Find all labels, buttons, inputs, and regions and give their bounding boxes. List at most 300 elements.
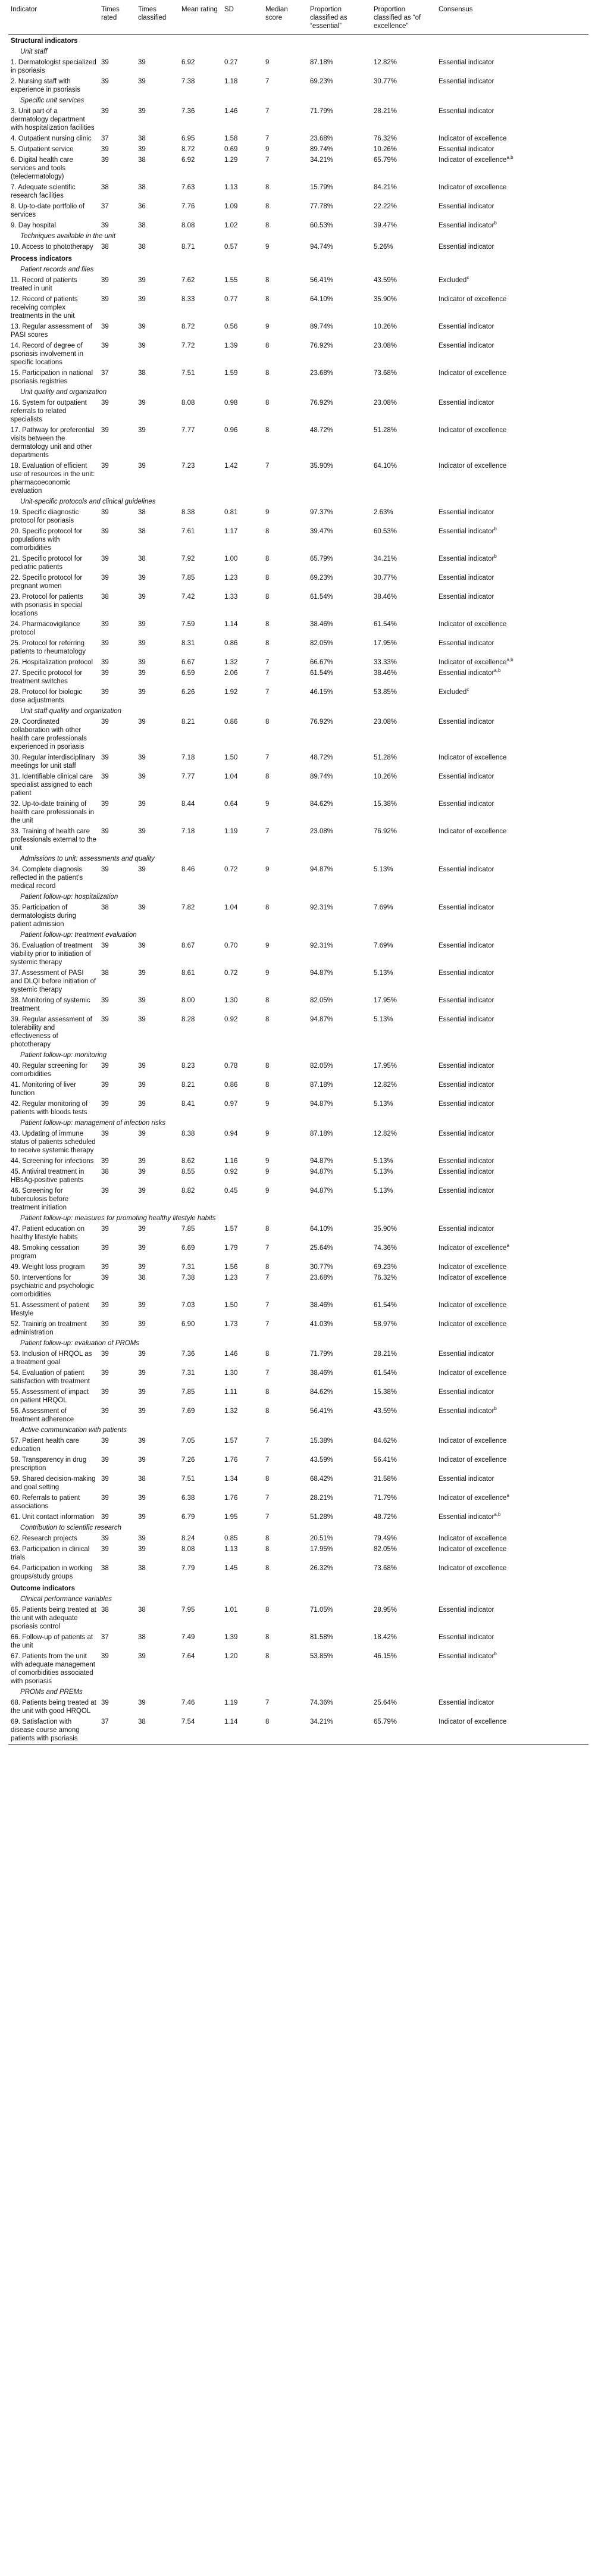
median-score-cell [263, 902, 308, 930]
prop-essential-text: 23.68% [310, 135, 334, 142]
mean-rating-cell [179, 554, 222, 573]
times-rated-text: 39 [101, 718, 109, 726]
consensus-cell [436, 242, 588, 252]
prop-essential-cell [308, 1186, 371, 1213]
indicator-cell [8, 573, 99, 592]
table-row [8, 1651, 588, 1687]
prop-excellence-cell [371, 1717, 436, 1745]
mean-rating-cell [179, 573, 222, 592]
mean-rating-text: 7.63 [181, 184, 195, 191]
mean-rating-cell [179, 1080, 222, 1099]
median-score-text: 8 [265, 1475, 270, 1483]
prop-excellence-cell [371, 106, 436, 133]
prop-essential-text: 89.74% [310, 323, 334, 330]
prop-excellence-text: 58.97% [374, 1321, 397, 1328]
mean-rating-text: 6.69 [181, 1245, 195, 1252]
indicator-cell [8, 717, 99, 752]
consensus-cell [436, 902, 588, 930]
indicator-cell [8, 425, 99, 461]
prop-essential-text: 69.23% [310, 574, 334, 582]
prop-essential-cell [308, 1474, 371, 1493]
indicator-text: 35. Participation of dermatologists during patient admission [11, 904, 76, 928]
indicator-text: 64. Participation in working groups/study groups [11, 1565, 93, 1580]
indicator-cell [8, 1128, 99, 1156]
prop-essential-text: 82.05% [310, 1062, 334, 1070]
median-score-text: 7 [265, 108, 270, 115]
sd-cell [222, 144, 263, 155]
times-classified-text: 39 [138, 866, 146, 873]
prop-essential-cell [308, 133, 371, 144]
times-rated-text: 39 [101, 59, 109, 66]
consensus-cell [436, 687, 588, 706]
times-rated-text: 39 [101, 754, 109, 761]
sd-cell [222, 1436, 263, 1455]
table-row [8, 968, 588, 995]
sd-text: 0.70 [224, 942, 238, 949]
sd-cell [222, 1243, 263, 1262]
consensus-cell [436, 1262, 588, 1273]
prop-essential-cell [308, 995, 371, 1014]
prop-excellence-text: 28.21% [374, 1350, 397, 1358]
times-classified-text: 39 [138, 323, 146, 330]
mean-rating-cell [179, 294, 222, 321]
consensus-cell [436, 1319, 588, 1338]
consensus-text: Essential indicator [439, 1168, 494, 1176]
prop-essential-text: 53.85% [310, 1653, 334, 1660]
mean-rating-text: 7.76 [181, 203, 195, 210]
sd-text: 1.45 [224, 1565, 238, 1572]
prop-excellence-cell [371, 242, 436, 252]
indicator-cell [8, 799, 99, 826]
table-row [8, 76, 588, 95]
times-classified-cell [136, 507, 179, 526]
prop-excellence-text: 30.77% [374, 574, 397, 582]
times-classified-cell [136, 144, 179, 155]
indicator-text: 14. Record of degree of psoriasis involvement in specific locations [11, 342, 84, 366]
prop-essential-cell [308, 425, 371, 461]
mean-rating-text: 7.85 [181, 1226, 195, 1233]
consensus-cell [436, 968, 588, 995]
prop-essential-cell [308, 864, 371, 892]
prop-essential-text: 71.05% [310, 1606, 334, 1614]
times-classified-text: 39 [138, 1302, 146, 1309]
prop-excellence-cell [371, 368, 436, 387]
indicator-cell [8, 1186, 99, 1213]
prop-excellence-cell [371, 752, 436, 771]
times-classified-text: 38 [138, 1718, 146, 1725]
times-rated-text: 39 [101, 1062, 109, 1070]
sd-text: 1.46 [224, 108, 238, 115]
indicator-text: 12. Record of patients receiving complex treatments in the unit [11, 296, 78, 320]
prop-excellence-cell [371, 398, 436, 425]
median-score-text: 7 [265, 135, 270, 142]
sd-cell [222, 507, 263, 526]
prop-essential-cell [308, 1167, 371, 1186]
median-score-cell [263, 1406, 308, 1425]
sd-text: 1.59 [224, 370, 238, 377]
median-score-text: 8 [265, 1535, 270, 1542]
prop-essential-cell [308, 155, 371, 182]
sd-text: 1.34 [224, 1475, 238, 1483]
indicator-cell [8, 995, 99, 1014]
subsection-title: Patient follow-up: monitoring [20, 1052, 107, 1059]
median-score-cell [263, 1455, 308, 1474]
median-score-cell [263, 717, 308, 752]
mean-rating-cell [179, 1436, 222, 1455]
prop-excellence-cell [371, 144, 436, 155]
times-rated-text: 39 [101, 866, 109, 873]
prop-essential-text: 82.05% [310, 997, 334, 1004]
prop-essential-text: 15.38% [310, 1437, 334, 1445]
prop-essential-cell [308, 1697, 371, 1717]
table-row [8, 368, 588, 387]
mean-rating-text: 6.67 [181, 659, 195, 666]
times-classified-cell [136, 76, 179, 95]
consensus-cell [436, 1349, 588, 1368]
sd-text: 1.23 [224, 574, 238, 582]
median-score-text: 8 [265, 904, 270, 911]
sd-text: 1.42 [224, 462, 238, 470]
table-row [8, 1128, 588, 1156]
times-rated-cell [99, 940, 136, 968]
times-classified-cell [136, 1224, 179, 1243]
times-classified-text: 39 [138, 1081, 146, 1089]
times-rated-text: 39 [101, 323, 109, 330]
sd-text: 0.27 [224, 59, 238, 66]
consensus-cell [436, 155, 588, 182]
indicator-text: 58. Transparency in drug prescription [11, 1456, 87, 1472]
consensus-cell [436, 1436, 588, 1455]
median-score-text: 9 [265, 1158, 270, 1165]
indicator-text: 56. Assessment of treatment adherence [11, 1408, 74, 1423]
median-score-text: 8 [265, 184, 270, 191]
times-rated-text: 39 [101, 670, 109, 677]
median-score-text: 7 [265, 1302, 270, 1309]
sd-cell [222, 461, 263, 496]
sd-text: 0.45 [224, 1187, 238, 1195]
indicator-cell [8, 1224, 99, 1243]
times-rated-cell [99, 1563, 136, 1582]
prop-essential-cell [308, 1605, 371, 1632]
times-rated-cell [99, 1061, 136, 1080]
times-rated-cell [99, 1605, 136, 1632]
subsection-title: Patient follow-up: hospitalization [20, 893, 118, 901]
times-rated-text: 39 [101, 1016, 109, 1023]
footnote-marker: a,b [494, 668, 501, 674]
prop-excellence-text: 34.21% [374, 555, 397, 562]
prop-excellence-cell [371, 826, 436, 854]
table-row [8, 771, 588, 799]
indicator-cell [8, 155, 99, 182]
consensus-text: Essential indicator [439, 942, 494, 949]
prop-essential-cell [308, 220, 371, 231]
table-row [8, 1533, 588, 1544]
mean-rating-cell [179, 1493, 222, 1512]
consensus-cell [436, 1533, 588, 1544]
sd-cell [222, 1544, 263, 1563]
times-classified-text: 38 [138, 184, 146, 191]
prop-excellence-text: 79.49% [374, 1535, 397, 1542]
median-score-text: 8 [265, 528, 270, 535]
prop-essential-cell [308, 1717, 371, 1745]
sd-cell [222, 799, 263, 826]
sd-text: 1.76 [224, 1495, 238, 1502]
sd-text: 1.56 [224, 1264, 238, 1271]
median-score-text: 8 [265, 640, 270, 647]
prop-essential-cell [308, 1128, 371, 1156]
prop-essential-cell [308, 968, 371, 995]
times-rated-text: 39 [101, 1081, 109, 1089]
indicator-text: 43. Updating of immune status of patients scheduled to receive systemic therapy [11, 1130, 96, 1154]
times-classified-text: 39 [138, 1389, 146, 1396]
consensus-text: Indicator of excellence [439, 1245, 507, 1252]
sd-cell [222, 1349, 263, 1368]
table-row [8, 573, 588, 592]
times-rated-cell [99, 619, 136, 638]
times-classified-text: 39 [138, 1168, 146, 1176]
consensus-text: Essential indicator [439, 1130, 494, 1137]
times-rated-text: 39 [101, 1274, 109, 1281]
subsection-title: Active communication with patients [20, 1427, 127, 1434]
times-classified-text: 38 [138, 370, 146, 377]
footnote-marker: a [506, 1243, 509, 1249]
prop-excellence-text: 12.82% [374, 1081, 397, 1089]
prop-excellence-cell [371, 1349, 436, 1368]
times-rated-cell [99, 507, 136, 526]
median-score-text: 9 [265, 1187, 270, 1195]
median-score-cell [263, 507, 308, 526]
times-classified-cell [136, 1319, 179, 1338]
times-rated-text: 39 [101, 1302, 109, 1309]
prop-excellence-text: 22.22% [374, 203, 397, 210]
prop-essential-text: 64.10% [310, 296, 334, 303]
times-rated-cell [99, 1099, 136, 1118]
prop-excellence-cell [371, 1406, 436, 1425]
prop-essential-text: 56.41% [310, 277, 334, 284]
prop-essential-cell [308, 1533, 371, 1544]
indicator-text: 17. Pathway for preferential visits between the dermatology unit and other departments [11, 427, 95, 459]
median-score-cell [263, 1061, 308, 1080]
mean-rating-cell [179, 1697, 222, 1717]
times-rated-text: 39 [101, 621, 109, 628]
indicator-text: 13. Regular assessment of PASI scores [11, 323, 92, 339]
prop-essential-text: 61.54% [310, 670, 334, 677]
times-rated-text: 39 [101, 1389, 109, 1396]
times-classified-cell [136, 1014, 179, 1050]
times-classified-text: 39 [138, 1062, 146, 1070]
prop-excellence-cell [371, 1605, 436, 1632]
consensus-text: Essential indicator [439, 593, 494, 601]
indicator-text: 51. Assessment of patient lifestyle [11, 1302, 89, 1317]
times-classified-cell [136, 57, 179, 76]
indicator-text: 49. Weight loss program [11, 1264, 85, 1271]
consensus-text: Essential indicator [439, 1389, 494, 1396]
prop-essential-cell [308, 638, 371, 657]
consensus-cell [436, 57, 588, 76]
median-score-cell [263, 1368, 308, 1387]
prop-excellence-text: 73.68% [374, 1565, 397, 1572]
median-score-cell [263, 1243, 308, 1262]
consensus-text: Indicator of excellence [439, 1437, 507, 1445]
col-consensus-header: Consensus [439, 6, 473, 13]
times-classified-text: 39 [138, 1408, 146, 1415]
median-score-text: 8 [265, 1718, 270, 1725]
consensus-text: Essential indicator [439, 1081, 494, 1089]
times-rated-cell [99, 1014, 136, 1050]
times-rated-cell [99, 1319, 136, 1338]
sd-cell [222, 1651, 263, 1687]
prop-excellence-text: 17.95% [374, 1062, 397, 1070]
indicator-text: 48. Smoking cessation program [11, 1245, 80, 1260]
times-rated-cell [99, 1406, 136, 1425]
median-score-cell [263, 1651, 308, 1687]
indicator-cell [8, 1349, 99, 1368]
times-rated-text: 39 [101, 1264, 109, 1271]
sd-cell [222, 752, 263, 771]
times-classified-cell [136, 133, 179, 144]
sd-text: 1.19 [224, 828, 238, 835]
mean-rating-text: 8.46 [181, 866, 195, 873]
prop-excellence-cell [371, 155, 436, 182]
mean-rating-text: 7.23 [181, 462, 195, 470]
sd-cell [222, 1512, 263, 1523]
prop-excellence-text: 53.85% [374, 689, 397, 696]
times-rated-text: 39 [101, 1699, 109, 1706]
indicator-text: 28. Protocol for biologic dose adjustments [11, 689, 83, 704]
consensus-text: Essential indicator [439, 1514, 494, 1521]
consensus-text: Indicator of excellence [439, 184, 507, 191]
mean-rating-cell [179, 507, 222, 526]
sd-cell [222, 425, 263, 461]
indicator-text: 11. Record of patients treated in unit [11, 277, 77, 292]
times-rated-cell [99, 1697, 136, 1717]
prop-excellence-cell [371, 968, 436, 995]
times-rated-cell [99, 771, 136, 799]
prop-essential-cell [308, 573, 371, 592]
median-score-text: 8 [265, 296, 270, 303]
mean-rating-text: 7.59 [181, 621, 195, 628]
prop-excellence-cell [371, 275, 436, 294]
mean-rating-text: 7.26 [181, 1456, 195, 1464]
times-classified-cell [136, 657, 179, 668]
times-classified-cell [136, 826, 179, 854]
sd-text: 1.79 [224, 1245, 238, 1252]
times-classified-text: 38 [138, 1475, 146, 1483]
sd-cell [222, 398, 263, 425]
indicator-cell [8, 1387, 99, 1406]
prop-essential-cell [308, 57, 371, 76]
indicator-cell [8, 1061, 99, 1080]
indicator-cell [8, 1455, 99, 1474]
table-row [8, 1156, 588, 1167]
prop-essential-text: 46.15% [310, 689, 334, 696]
times-rated-text: 38 [101, 593, 109, 601]
sd-text: 1.17 [224, 528, 238, 535]
indicator-text: 18. Evaluation of efficient use of resources in the unit: pharmacoeconomic evaluation [11, 462, 95, 495]
mean-rating-cell [179, 687, 222, 706]
mean-rating-text: 6.38 [181, 1495, 195, 1502]
times-rated-cell [99, 1349, 136, 1368]
times-classified-cell [136, 1493, 179, 1512]
col-prop-excellence-header: Proportion classified as “of excellence” [374, 6, 421, 30]
times-classified-cell [136, 106, 179, 133]
prop-essential-cell [308, 321, 371, 340]
consensus-cell [436, 1387, 588, 1406]
mean-rating-text: 6.59 [181, 670, 195, 677]
median-score-text: 8 [265, 621, 270, 628]
median-score-text: 8 [265, 773, 270, 780]
prop-essential-text: 20.51% [310, 1535, 334, 1542]
table-row [8, 940, 588, 968]
times-classified-text: 38 [138, 157, 146, 164]
prop-essential-cell [308, 902, 371, 930]
table-row [8, 717, 588, 752]
subsection-title: Patient records and files [20, 266, 94, 273]
mean-rating-cell [179, 1632, 222, 1651]
times-classified-cell [136, 1533, 179, 1544]
subsection-row [8, 95, 588, 106]
times-classified-cell [136, 668, 179, 687]
prop-excellence-cell [371, 1563, 436, 1582]
times-rated-cell [99, 1474, 136, 1493]
section-title: Structural indicators [11, 37, 78, 45]
times-rated-text: 39 [101, 1514, 109, 1521]
prop-essential-text: 38.46% [310, 1370, 334, 1377]
indicator-cell [8, 1156, 99, 1167]
prop-essential-cell [308, 1273, 371, 1300]
times-classified-text: 38 [138, 222, 146, 229]
col-times-rated-header: Times rated [101, 6, 120, 21]
prop-essential-text: 92.31% [310, 942, 334, 949]
times-classified-text: 39 [138, 1653, 146, 1660]
prop-essential-cell [308, 275, 371, 294]
consensus-cell [436, 1544, 588, 1563]
sd-cell [222, 294, 263, 321]
times-classified-cell [136, 1563, 179, 1582]
prop-excellence-cell [371, 1368, 436, 1387]
sd-cell [222, 1014, 263, 1050]
indicator-text: 15. Participation in national psoriasis registries [11, 370, 93, 385]
times-classified-cell [136, 155, 179, 182]
sd-text: 0.96 [224, 427, 238, 434]
prop-excellence-text: 15.38% [374, 1389, 397, 1396]
prop-excellence-text: 43.59% [374, 277, 397, 284]
sd-text: 1.55 [224, 277, 238, 284]
sd-cell [222, 592, 263, 619]
mean-rating-text: 7.92 [181, 555, 195, 562]
mean-rating-cell [179, 1544, 222, 1563]
indicator-cell [8, 771, 99, 799]
times-classified-cell [136, 1368, 179, 1387]
consensus-text: Essential indicator [439, 78, 494, 85]
times-classified-cell [136, 864, 179, 892]
times-classified-cell [136, 799, 179, 826]
times-classified-cell [136, 1544, 179, 1563]
prop-excellence-cell [371, 1080, 436, 1099]
table-row [8, 619, 588, 638]
prop-excellence-cell [371, 1651, 436, 1687]
sd-cell [222, 1387, 263, 1406]
sd-cell [222, 1262, 263, 1273]
median-score-text: 8 [265, 1062, 270, 1070]
prop-essential-text: 65.79% [310, 555, 334, 562]
median-score-cell [263, 294, 308, 321]
subsection-title: Clinical performance variables [20, 1596, 112, 1603]
prop-essential-cell [308, 657, 371, 668]
indicator-text: 7. Adequate scientific research facilities [11, 184, 76, 199]
sd-cell [222, 275, 263, 294]
table-row [8, 1544, 588, 1563]
